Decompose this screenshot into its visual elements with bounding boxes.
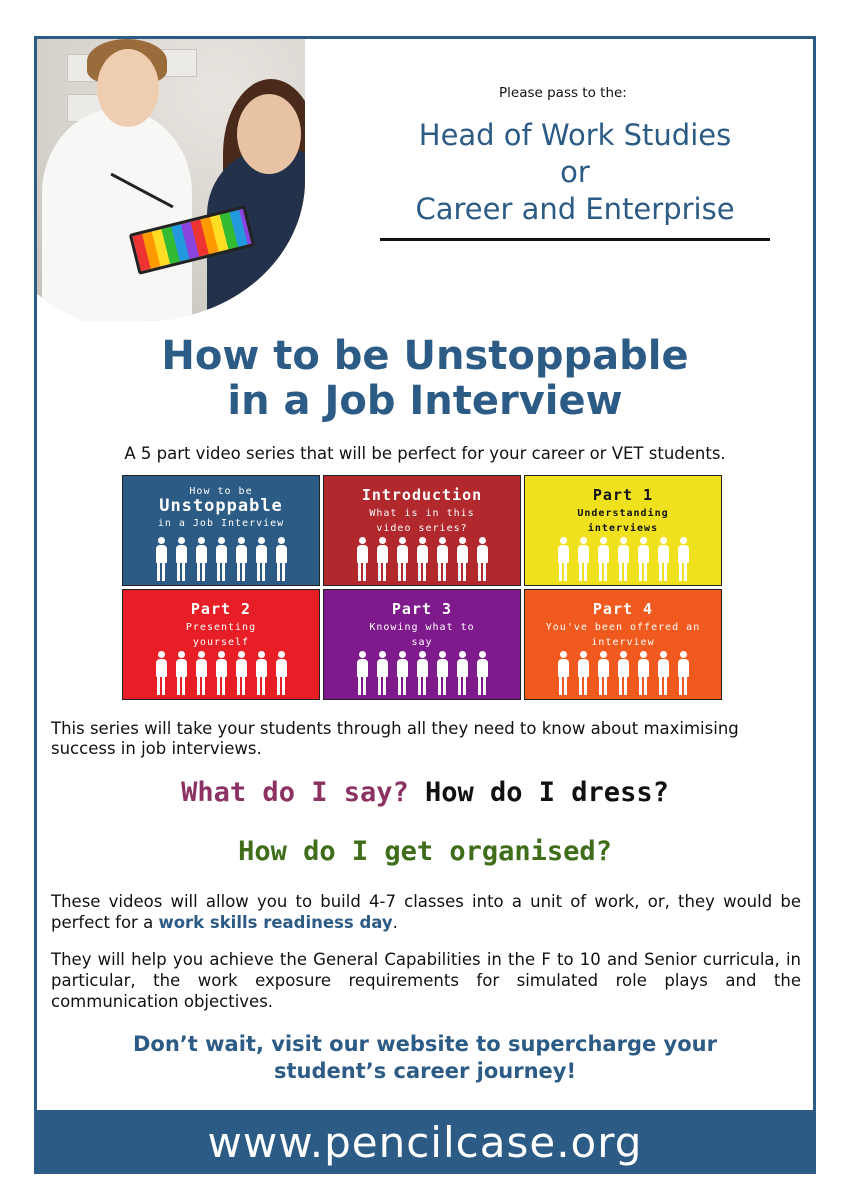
person-silhouette-icon xyxy=(597,537,609,581)
person-silhouette-icon xyxy=(356,651,368,695)
header-divider xyxy=(380,238,770,241)
recipient-line-2: Career and Enterprise xyxy=(415,192,735,226)
tile-sub: Understanding interviews xyxy=(577,508,669,534)
classes-paragraph xyxy=(51,891,801,933)
person-silhouette-icon xyxy=(436,651,448,695)
work-skills-highlight: work skills readiness day xyxy=(158,913,393,932)
person-silhouette-icon xyxy=(356,537,368,581)
tile-introduction[interactable] xyxy=(323,475,521,586)
person-silhouette-icon xyxy=(215,651,227,695)
tile-heading: Part 4 xyxy=(592,600,654,618)
person-silhouette-icon xyxy=(175,537,187,581)
person-silhouette-icon xyxy=(677,537,689,581)
cta-line-1: Don’t wait, visit our website to supercharge your xyxy=(133,1032,717,1056)
person-silhouette-icon xyxy=(416,651,428,695)
person-silhouette-icon xyxy=(155,651,167,695)
person-silhouette-icon xyxy=(235,537,247,581)
tile-heading: Part 2 xyxy=(190,600,252,618)
person-silhouette-icon xyxy=(275,537,287,581)
person-silhouette-icon xyxy=(617,651,629,695)
tile-part-3[interactable] xyxy=(323,589,521,700)
tile-sub: in a Job Interview xyxy=(157,518,285,529)
person-silhouette-icon xyxy=(396,651,408,695)
tile-sub: You've been offered an interview xyxy=(545,622,701,648)
recipient-or: or xyxy=(560,155,590,189)
person-silhouette-icon xyxy=(376,651,388,695)
tile-part-4[interactable] xyxy=(524,589,722,700)
student-face xyxy=(97,49,159,127)
intro-paragraph: This series will take your students through all they need to know about maximising success in job interviews. xyxy=(51,719,739,758)
people-silhouettes-icon xyxy=(123,537,319,581)
person-silhouette-icon xyxy=(617,537,629,581)
capabilities-paragraph: They will help you achieve the General Capabilities in the F to 10 and Senior curricula, in particular, the work exposure requirements for simulated role plays and the communication objectives. xyxy=(51,950,801,1011)
page-title xyxy=(37,334,813,424)
person-silhouette-icon xyxy=(436,537,448,581)
flyer xyxy=(34,36,816,1174)
person-silhouette-icon xyxy=(657,651,669,695)
tile-heading: Part 3 xyxy=(391,600,453,618)
photo-circle xyxy=(37,39,305,321)
person-silhouette-icon xyxy=(416,537,428,581)
recipient-line-1: Head of Work Studies xyxy=(418,118,732,152)
title-line-1: How to be Unstoppable xyxy=(161,333,689,379)
pass-to-label: Please pass to the: xyxy=(499,85,627,101)
tile-heading: Unstoppable xyxy=(159,496,283,516)
person-silhouette-icon xyxy=(597,651,609,695)
recipient-block xyxy=(377,117,773,228)
questions-line-1 xyxy=(37,777,813,808)
people-silhouettes-icon xyxy=(324,651,520,695)
tile-heading: Part 1 xyxy=(592,486,654,504)
subtitle: A 5 part video series that will be perfect for your career or VET students. xyxy=(124,444,726,463)
person-silhouette-icon xyxy=(476,651,488,695)
person-silhouette-icon xyxy=(456,651,468,695)
tile-sub: Presenting yourself xyxy=(185,622,257,648)
call-to-action xyxy=(37,1031,813,1085)
person-silhouette-icon xyxy=(557,651,569,695)
people-silhouettes-icon xyxy=(324,537,520,581)
tile-pre: How to be xyxy=(189,486,253,497)
tile-part-1[interactable] xyxy=(524,475,722,586)
students-photo xyxy=(37,39,305,321)
person-silhouette-icon xyxy=(396,537,408,581)
person-silhouette-icon xyxy=(255,651,267,695)
tile-sub: What is in this video series? xyxy=(369,508,475,534)
people-silhouettes-icon xyxy=(525,537,721,581)
person-silhouette-icon xyxy=(577,651,589,695)
people-silhouettes-icon xyxy=(525,651,721,695)
person-silhouette-icon xyxy=(235,651,247,695)
tile-heading: Introduction xyxy=(361,486,483,504)
person-silhouette-icon xyxy=(255,537,267,581)
person-silhouette-icon xyxy=(657,537,669,581)
person-silhouette-icon xyxy=(557,537,569,581)
person-silhouette-icon xyxy=(376,537,388,581)
person-silhouette-icon xyxy=(476,537,488,581)
person-silhouette-icon xyxy=(637,537,649,581)
person-silhouette-icon xyxy=(677,651,689,695)
question-say: What do I say? xyxy=(181,777,409,808)
website-link[interactable]: www.pencilcase.org xyxy=(207,1117,643,1167)
student-white-uniform xyxy=(42,109,192,321)
question-organised: How do I get organised? xyxy=(238,836,612,867)
person-silhouette-icon xyxy=(456,537,468,581)
tile-series-title[interactable] xyxy=(122,475,320,586)
person-silhouette-icon xyxy=(577,537,589,581)
cta-line-2: student’s career journey! xyxy=(273,1059,577,1083)
para2-text: These videos will allow you to build 4-7 classes into a unit of work, or, they would be perfect for a xyxy=(51,892,801,932)
person-silhouette-icon xyxy=(155,537,167,581)
footer-bar xyxy=(37,1110,813,1174)
person-silhouette-icon xyxy=(195,651,207,695)
person-silhouette-icon xyxy=(215,537,227,581)
video-tiles-grid xyxy=(122,475,722,701)
para2-end: . xyxy=(392,913,398,932)
person-silhouette-icon xyxy=(175,651,187,695)
people-silhouettes-icon xyxy=(123,651,319,695)
person-silhouette-icon xyxy=(275,651,287,695)
person-silhouette-icon xyxy=(195,537,207,581)
student-face-2 xyxy=(237,94,301,174)
tile-sub: Knowing what to say xyxy=(369,622,475,648)
question-dress: How do I dress? xyxy=(425,777,669,808)
tile-part-2[interactable] xyxy=(122,589,320,700)
person-silhouette-icon xyxy=(637,651,649,695)
title-line-2: in a Job Interview xyxy=(227,378,623,424)
